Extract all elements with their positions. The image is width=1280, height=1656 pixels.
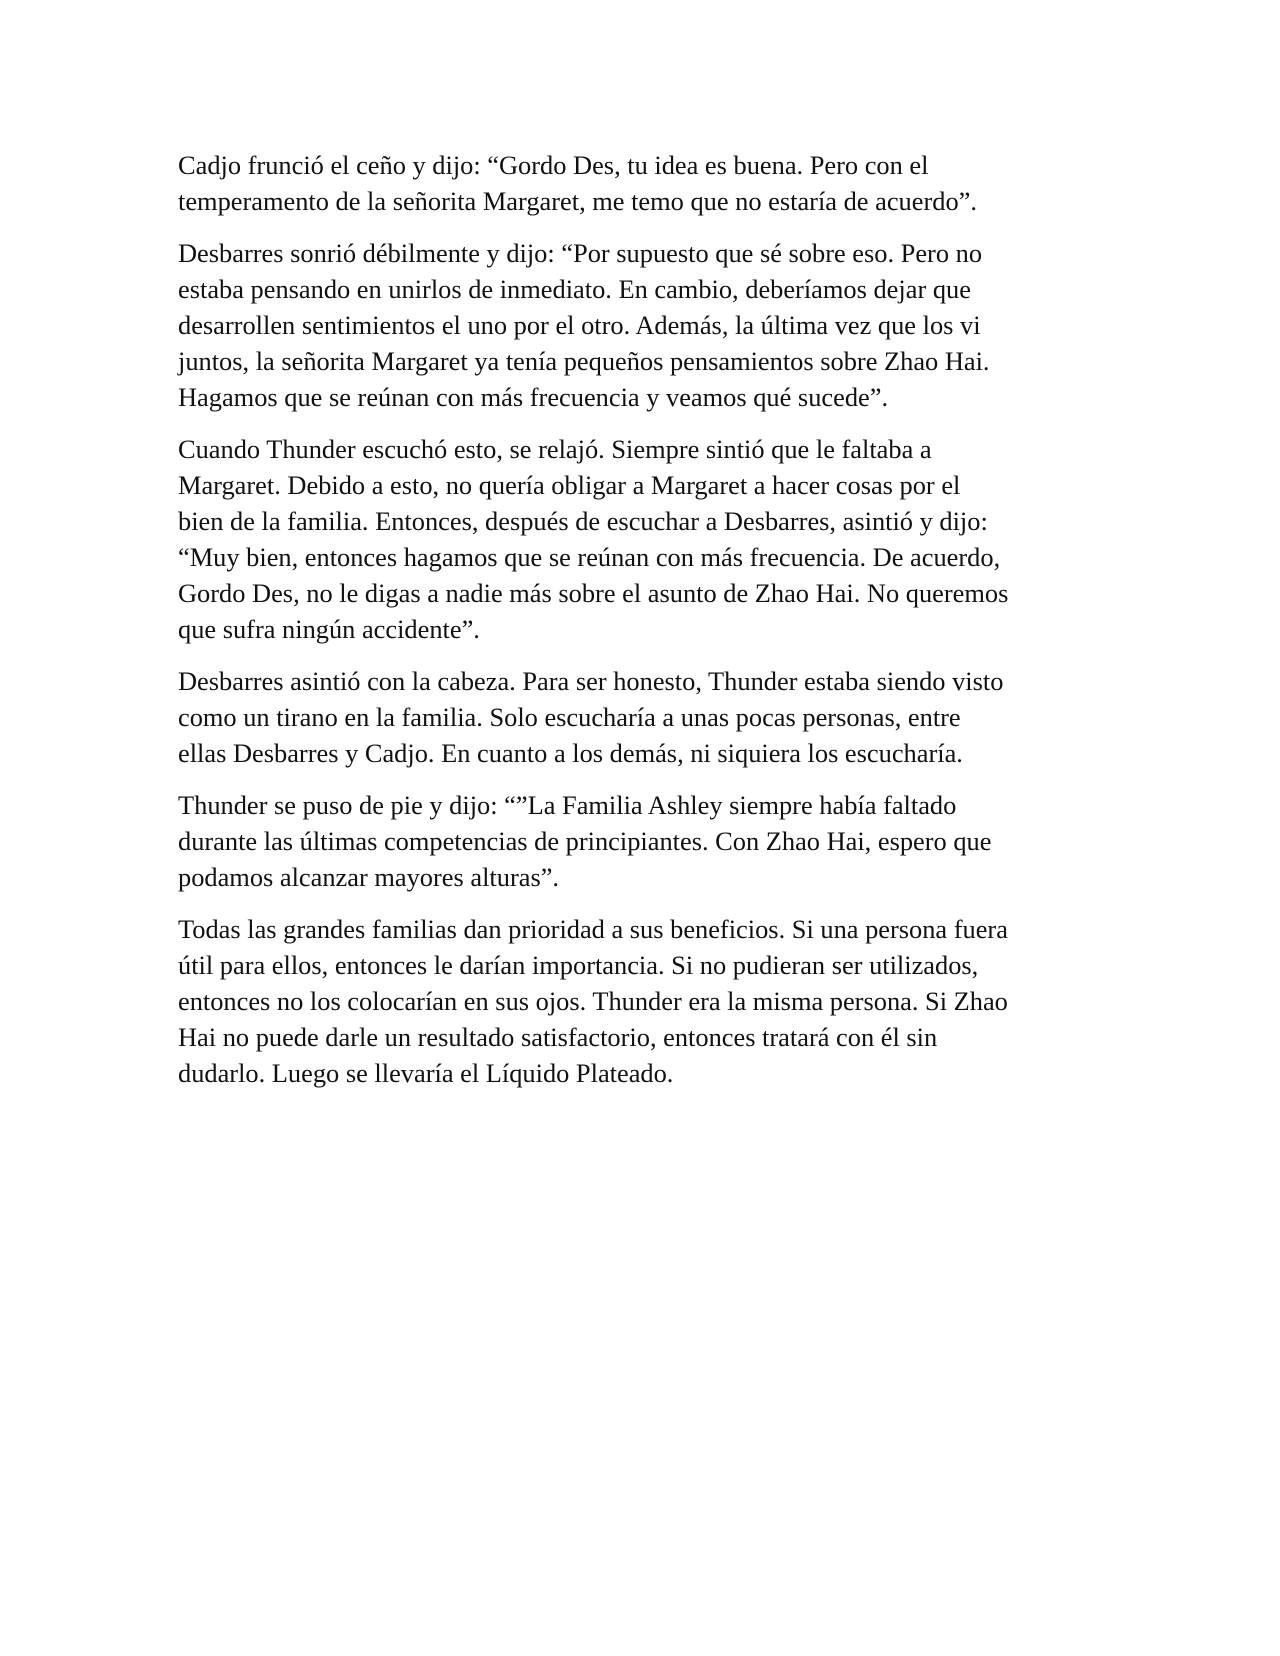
- text-line: dudarlo. Luego se llevaría el Líquido Plateado.: [178, 1058, 674, 1088]
- paragraph-1: [178, 147, 1108, 219]
- text-line: entonces no los colocarían en sus ojos. Thunder era la misma persona. Si Zhao: [178, 986, 1008, 1016]
- text-line: Thunder se puso de pie y dijo: “”La Familia Ashley siempre había faltado: [178, 790, 957, 820]
- text-line: Todas las grandes familias dan prioridad a sus beneficios. Si una persona fuera: [178, 914, 1008, 944]
- paragraph-3: [178, 431, 1108, 647]
- text-line: Margaret. Debido a esto, no quería obligar a Margaret a hacer cosas por el: [178, 470, 961, 500]
- text-line: Desbarres asintió con la cabeza. Para ser honesto, Thunder estaba siendo visto: [178, 666, 1004, 696]
- paragraph-6: [178, 911, 1108, 1091]
- text-line: “Muy bien, entonces hagamos que se reúnan con más frecuencia. De acuerdo,: [178, 542, 1001, 572]
- text-line: estaba pensando en unirlos de inmediato. En cambio, deberíamos dejar que: [178, 274, 971, 304]
- document-body: [178, 147, 1108, 1107]
- text-line: temperamento de la señorita Margaret, me temo que no estaría de acuerdo”.: [178, 186, 977, 216]
- text-line: Desbarres sonrió débilmente y dijo: “Por supuesto que sé sobre eso. Pero no: [178, 238, 983, 268]
- paragraph-4: [178, 663, 1108, 771]
- text-line: juntos, la señorita Margaret ya tenía pequeños pensamientos sobre Zhao Hai.: [178, 346, 990, 376]
- text-line: útil para ellos, entonces le darían importancia. Si no pudieran ser utilizados,: [178, 950, 979, 980]
- text-line: Cuando Thunder escuchó esto, se relajó. Siempre sintió que le faltaba a: [178, 434, 932, 464]
- text-line: que sufra ningún accidente”.: [178, 614, 480, 644]
- text-line: Cadjo frunció el ceño y dijo: “Gordo Des, tu idea es buena. Pero con el: [178, 150, 929, 180]
- text-line: como un tirano en la familia. Solo escucharía a unas pocas personas, entre: [178, 702, 961, 732]
- text-line: bien de la familia. Entonces, después de escuchar a Desbarres, asintió y dijo:: [178, 506, 988, 536]
- text-line: durante las últimas competencias de principiantes. Con Zhao Hai, espero que: [178, 826, 992, 856]
- paragraph-2: [178, 235, 1108, 415]
- text-line: podamos alcanzar mayores alturas”.: [178, 862, 560, 892]
- paragraph-5: [178, 787, 1108, 895]
- text-line: desarrollen sentimientos el uno por el otro. Además, la última vez que los vi: [178, 310, 981, 340]
- text-line: Hai no puede darle un resultado satisfactorio, entonces tratará con él sin: [178, 1022, 938, 1052]
- text-line: ellas Desbarres y Cadjo. En cuanto a los demás, ni siquiera los escucharía.: [178, 738, 963, 768]
- text-line: Gordo Des, no le digas a nadie más sobre el asunto de Zhao Hai. No queremos: [178, 578, 1009, 608]
- text-line: Hagamos que se reúnan con más frecuencia y veamos qué sucede”.: [178, 382, 889, 412]
